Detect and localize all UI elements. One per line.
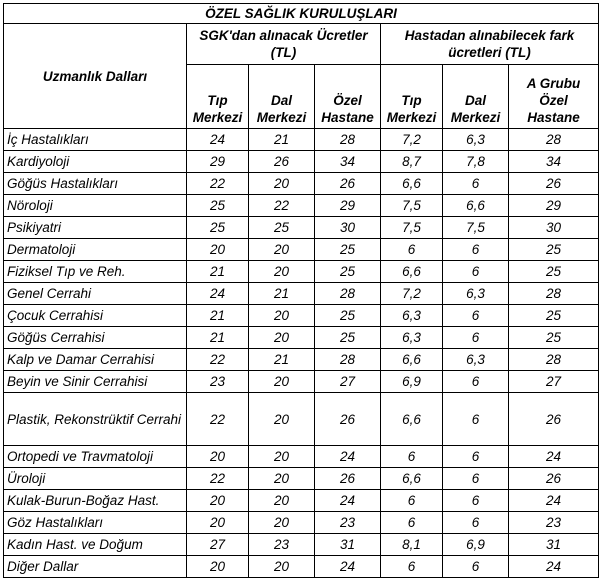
fee-cell: 29 [187, 151, 249, 173]
fee-cell: 28 [509, 349, 599, 371]
fee-cell: 25 [249, 217, 315, 239]
fee-cell: 26 [249, 151, 315, 173]
specialty-cell: Nöroloji [4, 195, 187, 217]
fee-cell: 24 [187, 283, 249, 305]
table-row [4, 393, 599, 446]
fee-cell: 20 [187, 512, 249, 534]
fee-cell: 6 [381, 239, 443, 261]
fee-cell: 7,2 [381, 283, 443, 305]
fee-cell: 25 [315, 327, 381, 349]
fee-cell: 20 [249, 173, 315, 195]
specialty-cell: Kulak-Burun-Boğaz Hast. [4, 490, 187, 512]
fee-cell: 6,6 [381, 393, 443, 446]
fee-cell: 20 [249, 327, 315, 349]
table-row [4, 239, 599, 261]
table-row [4, 327, 599, 349]
fee-cell: 26 [315, 173, 381, 195]
fee-cell: 22 [187, 393, 249, 446]
fee-cell: 21 [249, 349, 315, 371]
fee-cell: 20 [249, 446, 315, 468]
specialty-cell: Kardiyoloji [4, 151, 187, 173]
specialty-cell: Ortopedi ve Travmatoloji [4, 446, 187, 468]
specialty-cell: Dermatoloji [4, 239, 187, 261]
fee-cell: 6 [443, 305, 509, 327]
fee-cell: 6 [443, 239, 509, 261]
group-header-row [4, 24, 599, 65]
fee-cell: 6 [381, 512, 443, 534]
fee-cell: 6,3 [381, 305, 443, 327]
fee-cell: 8,1 [381, 534, 443, 556]
fee-cell: 31 [315, 534, 381, 556]
fee-cell: 26 [315, 393, 381, 446]
fee-cell: 26 [509, 468, 599, 490]
fee-cell: 24 [315, 556, 381, 578]
specialty-cell: Göğüs Hastalıkları [4, 173, 187, 195]
fee-cell: 25 [509, 327, 599, 349]
fee-cell: 23 [315, 512, 381, 534]
specialty-cell: Fiziksel Tıp ve Reh. [4, 261, 187, 283]
fee-cell: 6,3 [443, 349, 509, 371]
fee-cell: 6 [443, 468, 509, 490]
fee-cell: 30 [315, 217, 381, 239]
specialty-header: Uzmanlık Dalları [4, 24, 187, 129]
sub-header-sgk-tip-merkezi: Tıp Merkezi [187, 65, 249, 129]
fee-cell: 26 [509, 393, 599, 446]
fee-cell: 24 [315, 490, 381, 512]
fee-cell: 8,7 [381, 151, 443, 173]
fee-cell: 23 [509, 512, 599, 534]
table-row [4, 512, 599, 534]
fee-cell: 29 [509, 195, 599, 217]
fee-cell: 28 [509, 129, 599, 151]
fee-cell: 20 [249, 305, 315, 327]
fee-cell: 20 [187, 239, 249, 261]
fee-cell: 7,8 [443, 151, 509, 173]
sub-header-sgk-ozel-hastane: Özel Hastane [315, 65, 381, 129]
specialty-cell: Genel Cerrahi [4, 283, 187, 305]
table-row [4, 349, 599, 371]
fee-cell: 6 [381, 556, 443, 578]
patient-fees-header: Hastadan alınabilecek fark ücretleri (TL) [381, 24, 599, 65]
fee-cell: 6,3 [443, 283, 509, 305]
fee-cell: 27 [187, 534, 249, 556]
table-row [4, 173, 599, 195]
fee-cell: 26 [509, 173, 599, 195]
fee-cell: 6 [443, 261, 509, 283]
fee-table [3, 3, 599, 578]
fee-cell: 6 [443, 490, 509, 512]
sub-header-patient-tip-merkezi: Tıp Merkezi [381, 65, 443, 129]
fee-cell: 20 [249, 468, 315, 490]
table-row [4, 305, 599, 327]
fee-cell: 20 [249, 512, 315, 534]
table-row [4, 556, 599, 578]
fee-cell: 20 [249, 393, 315, 446]
table-row [4, 217, 599, 239]
fee-cell: 20 [249, 556, 315, 578]
fee-cell: 6,9 [443, 534, 509, 556]
fee-cell: 6,9 [381, 371, 443, 393]
fee-cell: 34 [315, 151, 381, 173]
fee-cell: 6 [443, 173, 509, 195]
fee-cell: 25 [509, 239, 599, 261]
fee-cell: 27 [509, 371, 599, 393]
fee-cell: 25 [315, 239, 381, 261]
fee-cell: 6,6 [381, 173, 443, 195]
fee-cell: 20 [187, 490, 249, 512]
fee-cell: 28 [315, 283, 381, 305]
specialty-cell: Göğüs Cerrahisi [4, 327, 187, 349]
fee-cell: 31 [509, 534, 599, 556]
fee-cell: 22 [187, 349, 249, 371]
fee-cell: 25 [315, 261, 381, 283]
fee-cell: 6,6 [381, 468, 443, 490]
fee-cell: 22 [249, 195, 315, 217]
fee-cell: 6 [443, 556, 509, 578]
specialty-cell: Göz Hastalıkları [4, 512, 187, 534]
table-row [4, 446, 599, 468]
fee-cell: 34 [509, 151, 599, 173]
fee-cell: 6 [443, 393, 509, 446]
fee-cell: 6 [381, 446, 443, 468]
fee-cell: 30 [509, 217, 599, 239]
fee-cell: 24 [187, 129, 249, 151]
fee-cell: 23 [187, 371, 249, 393]
fee-cell: 24 [509, 556, 599, 578]
fee-cell: 27 [315, 371, 381, 393]
fee-cell: 20 [187, 446, 249, 468]
fee-cell: 22 [187, 173, 249, 195]
table-row [4, 534, 599, 556]
specialty-cell: İç Hastalıkları [4, 129, 187, 151]
fee-cell: 21 [187, 327, 249, 349]
sub-header-patient-a-grubu-ozel-hastane: A Grubu Özel Hastane [509, 65, 599, 129]
specialty-cell: Kalp ve Damar Cerrahisi [4, 349, 187, 371]
fee-cell: 28 [315, 349, 381, 371]
fee-cell: 21 [187, 305, 249, 327]
fee-cell: 26 [315, 468, 381, 490]
table-row [4, 129, 599, 151]
fee-cell: 25 [509, 261, 599, 283]
specialty-cell: Kadın Hast. ve Doğum [4, 534, 187, 556]
fee-cell: 7,5 [381, 195, 443, 217]
fee-cell: 25 [509, 305, 599, 327]
fee-cell: 24 [509, 446, 599, 468]
fee-cell: 6 [443, 446, 509, 468]
table-row [4, 490, 599, 512]
specialty-cell: Psikiyatri [4, 217, 187, 239]
fee-cell: 6,6 [381, 261, 443, 283]
fee-cell: 21 [249, 129, 315, 151]
sgk-fees-header: SGK'dan alınacak Ücretler (TL) [187, 24, 381, 65]
specialty-cell: Üroloji [4, 468, 187, 490]
fee-cell: 7,5 [443, 217, 509, 239]
table-row [4, 195, 599, 217]
fee-cell: 20 [249, 261, 315, 283]
fee-cell: 6 [443, 512, 509, 534]
specialty-cell: Çocuk Cerrahisi [4, 305, 187, 327]
fee-cell: 6 [443, 371, 509, 393]
fee-cell: 25 [315, 305, 381, 327]
fee-cell: 7,2 [381, 129, 443, 151]
fee-cell: 25 [187, 195, 249, 217]
fee-cell: 6,3 [381, 327, 443, 349]
table-row [4, 468, 599, 490]
fee-cell: 20 [249, 490, 315, 512]
fee-cell: 21 [187, 261, 249, 283]
fee-cell: 25 [187, 217, 249, 239]
fee-cell: 6,3 [443, 129, 509, 151]
table-body [4, 129, 599, 578]
fee-cell: 6,6 [381, 349, 443, 371]
specialty-cell: Diğer Dallar [4, 556, 187, 578]
fee-cell: 28 [315, 129, 381, 151]
table-row [4, 261, 599, 283]
fee-cell: 7,5 [381, 217, 443, 239]
fee-cell: 20 [187, 556, 249, 578]
sub-header-patient-dal-merkezi: Dal Merkezi [443, 65, 509, 129]
fee-cell: 23 [249, 534, 315, 556]
fee-cell: 29 [315, 195, 381, 217]
fee-cell: 24 [315, 446, 381, 468]
fee-cell: 6 [443, 327, 509, 349]
title-row [4, 4, 599, 24]
fee-cell: 20 [249, 371, 315, 393]
table-row [4, 283, 599, 305]
fee-cell: 21 [249, 283, 315, 305]
specialty-cell: Beyin ve Sinir Cerrahisi [4, 371, 187, 393]
table-row [4, 371, 599, 393]
table-row [4, 151, 599, 173]
fee-cell: 24 [509, 490, 599, 512]
fee-cell: 28 [509, 283, 599, 305]
fee-cell: 6,6 [443, 195, 509, 217]
table-head [4, 4, 599, 129]
specialty-cell: Plastik, Rekonstrüktif Cerrahi [4, 393, 187, 446]
fee-cell: 22 [187, 468, 249, 490]
sub-header-sgk-dal-merkezi: Dal Merkezi [249, 65, 315, 129]
fee-cell: 6 [381, 490, 443, 512]
table-title: ÖZEL SAĞLIK KURULUŞLARI [4, 4, 599, 24]
fee-cell: 20 [249, 239, 315, 261]
